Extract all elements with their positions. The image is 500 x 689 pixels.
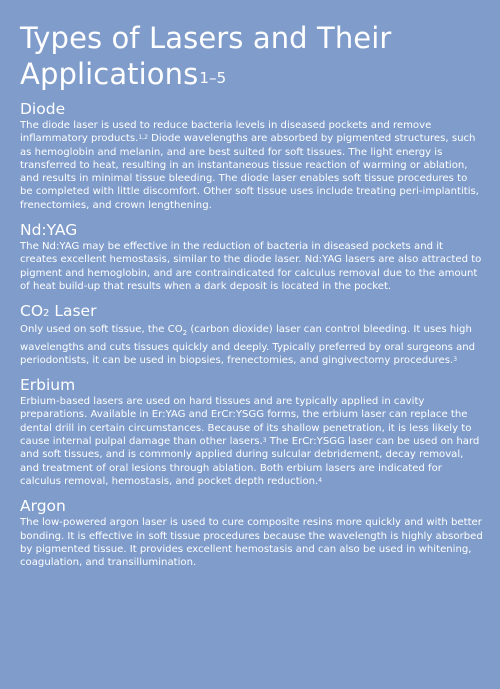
citation: 3: [453, 355, 458, 363]
section-erbium: [20, 376, 483, 488]
citation: 3: [262, 437, 267, 445]
heading-text: Laser: [49, 302, 97, 321]
title-text: Types of Lasers and Their Applications: [20, 21, 392, 91]
section-argon: [20, 497, 483, 569]
subscript: 2: [182, 329, 188, 338]
section-heading: [20, 302, 483, 323]
citation: 4: [318, 476, 323, 484]
body-text: (carbon dioxide) laser can control bleeding. It uses high wavelengths and cuts tissues quickly and deeply. Typically preferred by oral surgeons and periodontists, it can be used in biopsies, frenectomies, and gingivectomy procedures.: [20, 324, 476, 366]
section-body: [20, 119, 483, 212]
section-body: [20, 516, 483, 569]
heading-text: CO: [20, 302, 44, 321]
heading-subscript: 2: [43, 308, 50, 320]
body-text: Erbium-based lasers are used on hard tissues and are typically applied in cavity preparations. Available in Er:YAG and ErCr:YSGG forms, the erbium laser can replace the dental drill in certain circumstances. Because of its shallow penetration, it is less likely to cause internal pulpal damage than other lasers.: [20, 396, 472, 448]
section-heading: Argon: [20, 497, 66, 516]
section-body: [20, 323, 483, 367]
body-text: Diode wavelengths are absorbed by pigmented structures, such as hemoglobin and melanin, and are best suited for soft tissues. The light energy is transferred to heat, resulting in an instantaneous tissue reaction of warming or ablation, and results in minimal tissue bleeding. The diode laser enables soft tissue procedures to be completed with little discomfort. Other soft tissue uses include treating peri-implantitis, frenectomies, and crown lengthening.: [20, 133, 479, 211]
body-text: The diode laser is used to reduce bacteria levels in diseased pockets and remove inflammatory products.: [20, 120, 432, 145]
section-body: [20, 240, 483, 293]
page-title: [20, 20, 483, 92]
section-heading: Erbium: [20, 376, 76, 395]
citation: 1,2: [138, 134, 148, 142]
section-body: [20, 395, 483, 488]
section-heading: Nd:YAG: [20, 221, 78, 240]
section-ndyag: [20, 221, 483, 293]
body-text: The Nd:YAG may be effective in the reduction of bacteria in diseased pockets and it creates excellent hemostasis, similar to the diode laser. Nd:YAG lasers are also attracted to pigment and hemoglobin, and are contraindicated for calculus removal due to the amount of heat build-up that results when a dark deposit is located in the pocket.: [20, 241, 482, 292]
body-text: The low-powered argon laser is used to cure composite resins more quickly and with better bonding. It is effective in soft tissue procedures because the wavelength is highly absorbed by pigmented tissue. It provides excellent hemostasis and can also be used in whitening, coagulation, and transillumination.: [20, 517, 483, 569]
title-reference: 1–5: [199, 69, 227, 87]
body-text: The ErCr:YSGG laser can be used on hard and soft tissues, and is commonly applied during sulcular debridement, decay removal, and treatment of oral lesions through ablation. Both erbium lasers are indicated for calculus removal, hemostasis, and pocket depth reduction.: [20, 436, 480, 487]
section-co2-laser: [20, 302, 483, 367]
body-text: Only used on soft tissue, the CO: [20, 324, 183, 336]
section-diode: [20, 100, 483, 212]
section-heading: Diode: [20, 100, 66, 118]
